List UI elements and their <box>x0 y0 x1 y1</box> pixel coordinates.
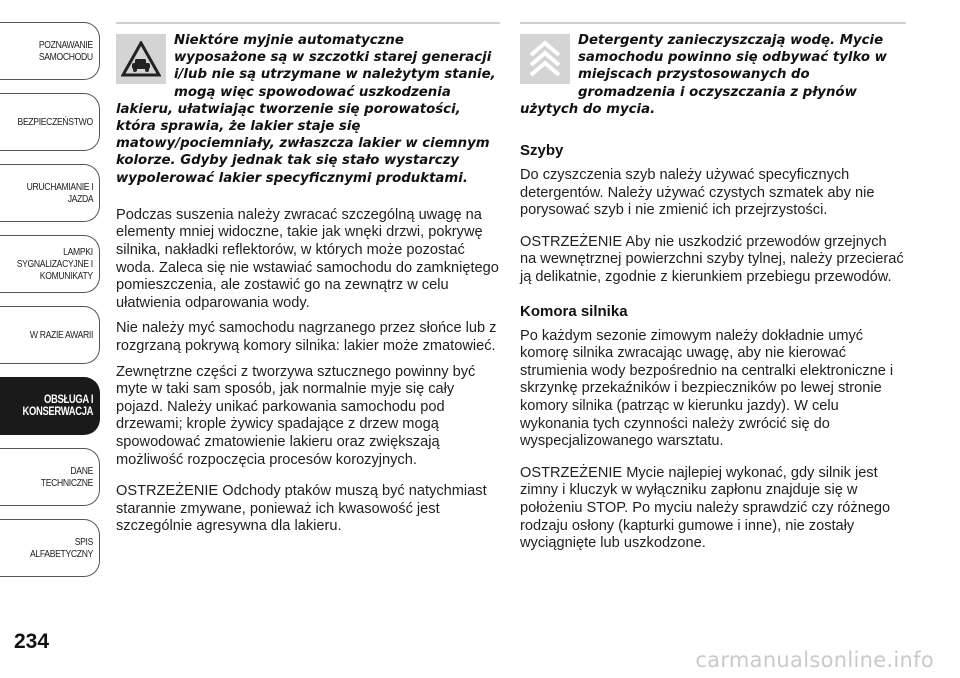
tree-environment-icon <box>520 34 570 84</box>
tab-w-razie-awarii[interactable] <box>0 306 100 364</box>
tab-label: W RAZIE AWARII <box>29 329 93 341</box>
tab-bezpieczenstwo[interactable] <box>0 93 100 151</box>
heading-komora-silnika: Komora silnika <box>520 302 628 320</box>
paragraph-plastic: Zewnętrzne części z tworzywa sztucznego powinny być myte w taki sam sposób, jak normalnie myje się cały pojazd. Należy unikać parkowania samochodu pod drzewami; krople żywicy spadające z drzew mogą spowodować zmatowienie lakieru oraz zwiększają możliwość rozpoczęcia procesów korozyjnych. <box>116 363 476 468</box>
tab-spis-alfabetyczny[interactable] <box>0 519 100 577</box>
page-number: 234 <box>14 630 50 653</box>
tab-label: POZNAWANIE SAMOCHODU <box>39 39 93 63</box>
tab-lampki-sygnalizacyjne[interactable] <box>0 235 100 293</box>
paragraph-engine-wash: OSTRZEŻENIE Mycie najlepiej wykonać, gdy silnik jest zimny i kluczyk w wyłączniku zapłonu znajduje się w położeniu STOP. Po myciu należy sprawdzić czy różnego rodzaju osłony (kapturki gumowe i inne), nie zostały wyciągnięte lub uszkodzone. <box>520 464 891 552</box>
right-column <box>520 22 906 561</box>
paragraph-bird-droppings: OSTRZEŻENIE Odchody ptaków muszą być natychmiast starannie zmywane, ponieważ ich kwasowość jest szczególnie agresywna dla lakieru. <box>116 483 487 535</box>
tab-dane-techniczne[interactable] <box>0 448 100 506</box>
tab-label: BEZPIECZEŃSTWO <box>17 116 93 128</box>
tab-poznawanie-samochodu[interactable] <box>0 22 100 80</box>
tab-label: URUCHAMIANIE I JAZDA <box>26 181 93 205</box>
paragraph-rear-window: OSTRZEŻENIE Aby nie uszkodzić przewodów grzejnych na wewnętrznej powierzchni szyby tylnej, należy przecierać ją delikatnie, zgodnie z kierunkiem przebiegu przewodów. <box>520 233 904 285</box>
heading-szyby: Szyby <box>520 142 564 160</box>
paragraph-sun: Nie należy myć samochodu nagrzanego przez słońce lub z rozgrzaną pokrywą komory silnika: lakier może zmatowieć. <box>116 320 497 354</box>
left-column <box>116 22 500 544</box>
chapter-sidebar <box>0 22 100 590</box>
environment-text: Detergenty zanieczyszczają wodę. Mycie samochodu powinno się odbywać tylko w miejscach przystosowanych do gromadzenia i oczyszczania z płynów użytych do mycia. <box>520 33 887 117</box>
car-warning-triangle-icon <box>116 34 166 84</box>
warning-text: Niektóre myjnie automatyczne wyposażone są w szczotki starej generacji i/lub nie są utrzymane w należytym stanie, mogą więc spowodować uszkodzenia lakieru, ułatwiając tworzenie się porowatości, która sprawia, że lakier staje się matowy/pociemniały, zwłaszcza lakier w ciemnym kolorze. Gdyby jednak tak się stało wystarczy wypolerować lakier specyficznymi produktami. <box>116 33 496 186</box>
top-divider <box>520 22 906 24</box>
watermark: carmanualsonline.info <box>695 648 934 672</box>
warning-note <box>116 32 500 187</box>
top-divider <box>116 22 500 24</box>
paragraph-drying: Podczas suszenia należy zwracać szczególną uwagę na elementy mniej widoczne, takie jak wnęki drzwi, pokrywę silnika, nakładki reflektorów, w których może pozostać woda. Zaleca się nie wstawiać samochodu do zamkniętego pomieszczenia, ale zostawić go na zewnątrz w celu ułatwienia odparowania wody. <box>116 206 499 311</box>
tab-label: DANE TECHNICZNE <box>40 465 93 489</box>
tab-label: SPIS ALFABETYCZNY <box>29 536 93 560</box>
paragraph-engine-bay: Po każdym sezonie zimowym należy dokładnie umyć komorę silnika zwracając uwagę, aby nie kierować strumienia wody bezpośrednio na centralki elektroniczne i skrzynkę przekaźników i bezpieczników po lewej stronie komory silnika (patrząc w kierunku jazdy). W celu wykonania tych czynności należy zwrócić się do wyspecjalizowanego warsztatu. <box>520 327 894 450</box>
paragraph-windows: Do czyszczenia szyb należy używać specyficznych detergentów. Należy używać czystych szmatek aby nie porysować szyb i nie zmienić ich przejrzystości. <box>520 167 875 219</box>
environment-note <box>520 32 906 118</box>
tab-obsluga-i-konserwacja[interactable] <box>0 377 100 435</box>
tab-label: LAMPKI SYGNALIZACYJNE I KOMUNIKATY <box>16 246 93 282</box>
tab-uruchamianie-i-jazda[interactable] <box>0 164 100 222</box>
tab-label: OBSŁUGA I KONSERWACJA <box>22 394 93 418</box>
